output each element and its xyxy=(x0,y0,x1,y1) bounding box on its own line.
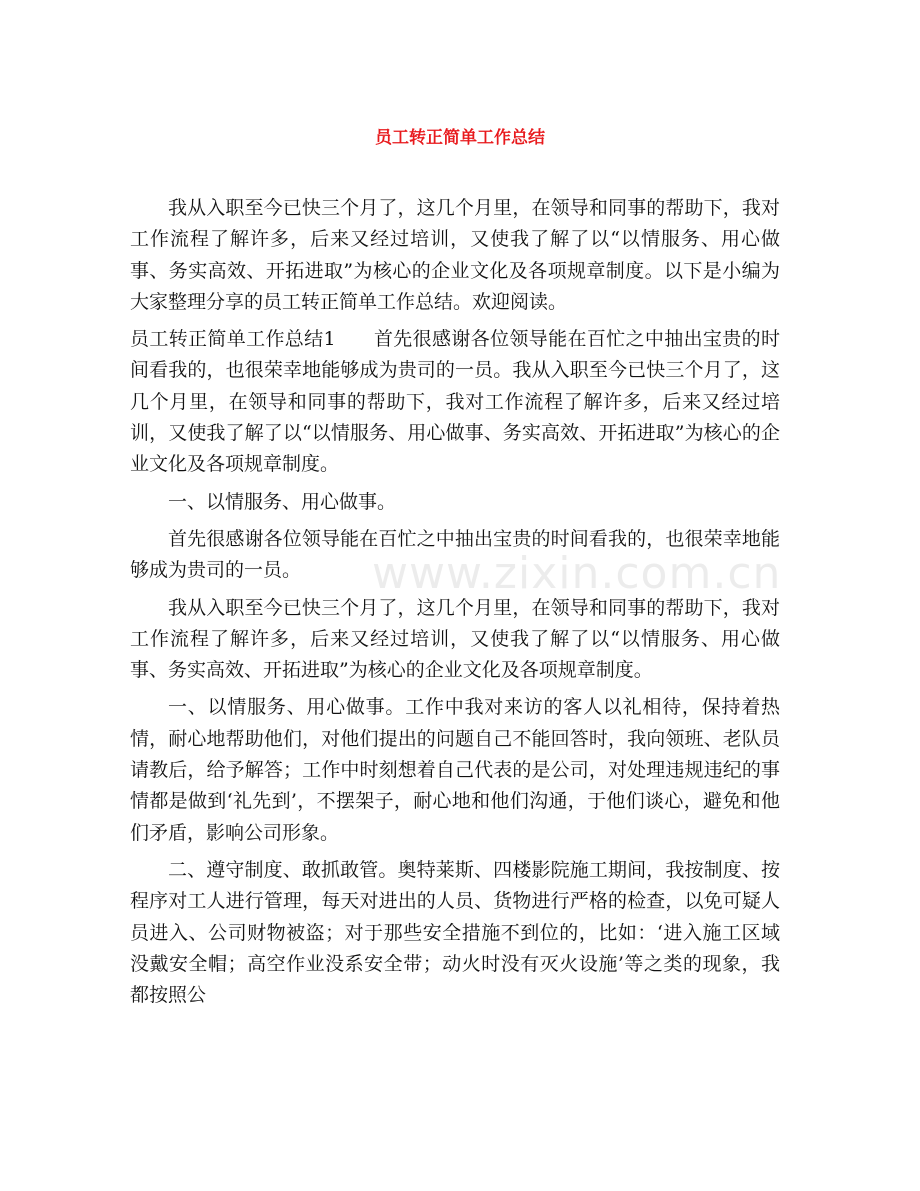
paragraph-point-two: 二、遵守制度、敢抓敢管。奥特莱斯、四楼影院施工期间，我按制度、按程序对工人进行管理，每天对进出的人员、货物进行严格的检查，以免可疑人员进入、公司财物被盗；对于那些安全措施不到位的，比如：‘进入施工区域没戴安全帽；高空作业没系安全带；动火时没有灭火设施’等之类的现象，我都按照公 xyxy=(130,858,780,1007)
paragraph-point-one: 一、以情服务、用心做事。工作中我对来访的客人以礼相待，保持着热情，耐心地帮助他们，对他们提出的问题自己不能回答时，我向领班、老队员请教后，给予解答；工作中时刻想着自己代表的是公司，对处理违规违纪的事情都是做到‘礼先到’，不摆架子，耐心地和他们沟通，于他们谈心，避免和他们矛盾，影响公司形象。 xyxy=(130,696,780,844)
intro-paragraph: 我从入职至今已快三个月了，这几个月里，在领导和同事的帮助下，我对工作流程了解许多，后来又经过培训，又使我了解了以“以情服务、用心做事、务实高效、开拓进取”为核心的企业文化及各项规章制度。以下是小编为大家整理分享的员工转正简单工作总结。欢迎阅读。 xyxy=(130,197,780,313)
paragraph-onboarding: 我从入职至今已快三个月了，这几个月里，在领导和同事的帮助下，我对工作流程了解许多，后来又经过培训，又使我了解了以“以情服务、用心做事、务实高效、开拓进取”为核心的企业文化及各项规章制度。 xyxy=(130,596,780,682)
section-heading-paragraph xyxy=(130,324,780,480)
watermark: www.zixin.com.cn xyxy=(372,548,782,599)
section-heading: 员工转正简单工作总结1 xyxy=(130,328,336,351)
document-title: 员工转正简单工作总结 xyxy=(375,128,545,148)
paragraph-thanks: 首先很感谢各位领导能在百忙之中抽出宝贵的时间看我的，也很荣幸地能够成为贵司的一员。 xyxy=(130,527,780,582)
section-opening-text: 首先很感谢各位领导能在百忙之中抽出宝贵的时间看我的，也很荣幸地能够成为贵司的一员。我从入职至今已快三个月了，这几个月里，在领导和同事的帮助下，我对工作流程了解许多，后来又经过培训，又使我了解了以“以情服务、用心做事、务实高效、开拓进取”为核心的企业文化及各项规章制度。 xyxy=(130,328,780,476)
point-heading: 一、以情服务、用心做事。 xyxy=(168,490,397,513)
document-body xyxy=(130,193,780,1017)
